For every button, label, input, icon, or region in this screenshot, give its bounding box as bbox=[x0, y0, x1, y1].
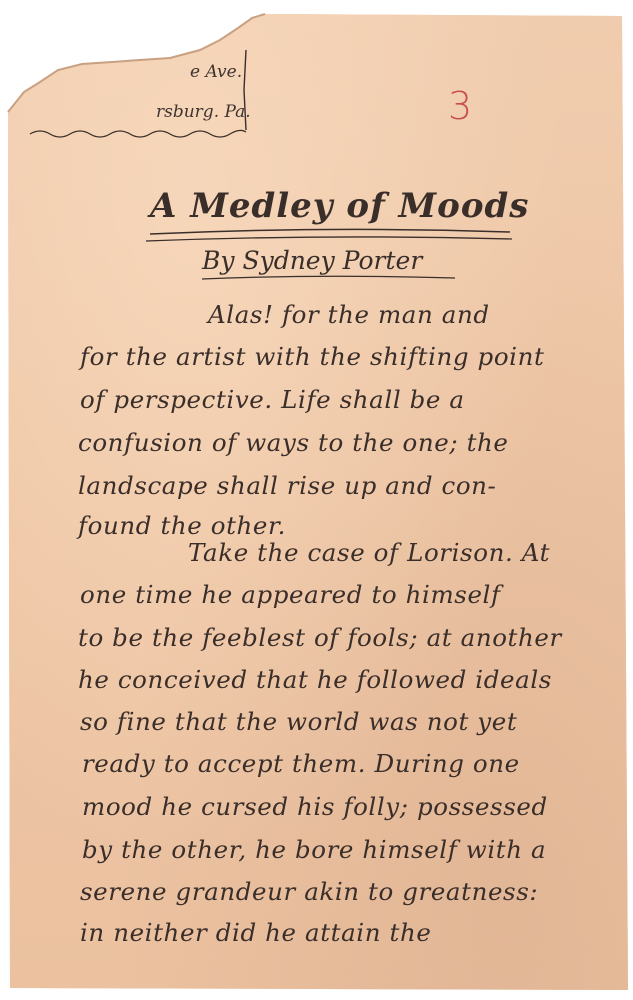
page-number: 3 bbox=[448, 84, 473, 128]
body-line-13: mood he cursed his folly; possessed bbox=[82, 792, 548, 821]
body-line-10: he conceived that he followed ideals bbox=[78, 665, 552, 694]
byline: By Sydney Porter bbox=[202, 246, 423, 275]
body-line-4: confusion of ways to the one; the bbox=[78, 428, 509, 457]
manuscript-title: A Medley of Moods bbox=[150, 186, 530, 226]
body-line-16: in neither did he attain the bbox=[80, 918, 432, 947]
body-line-14: by the other, he bore himself with a bbox=[82, 835, 547, 864]
body-line-1: Alas! for the man and bbox=[208, 300, 490, 329]
letterhead-address-line-1: e Ave. bbox=[190, 62, 243, 82]
body-line-11: so fine that the world was not yet bbox=[80, 707, 518, 736]
letterhead-address-line-2: rsburg. Pa. bbox=[156, 102, 251, 122]
body-line-5: landscape shall rise up and con- bbox=[78, 471, 497, 500]
body-line-9: to be the feeblest of fools; at another bbox=[78, 623, 562, 652]
body-line-7: Take the case of Lorison. At bbox=[188, 538, 551, 567]
body-line-8: one time he appeared to himself bbox=[80, 580, 501, 609]
body-line-12: ready to accept them. During one bbox=[82, 749, 520, 778]
body-line-6: found the other. bbox=[78, 511, 287, 540]
body-line-15: serene grandeur akin to greatness: bbox=[80, 877, 539, 906]
body-line-2: for the artist with the shifting point bbox=[80, 342, 545, 371]
body-line-3: of perspective. Life shall be a bbox=[80, 385, 465, 414]
